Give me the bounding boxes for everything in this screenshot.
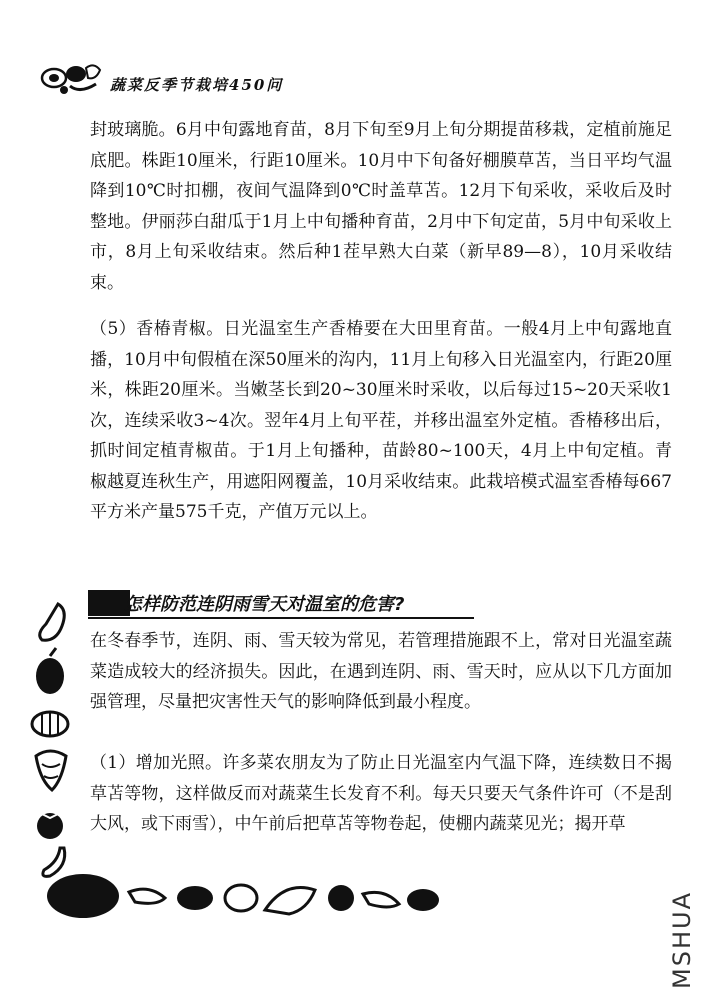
running-header-title: 蔬菜反季节栽培450问 — [110, 76, 284, 94]
eggplant-icon — [36, 648, 64, 694]
cabbage-icon — [36, 751, 66, 790]
side-vegetable-strip — [28, 600, 80, 880]
section-underline — [88, 617, 474, 619]
footer-blob-icon — [47, 874, 119, 918]
watermark: MSHUA — [668, 891, 696, 989]
eggplant-icon — [177, 886, 213, 910]
cabbage-icon — [265, 888, 315, 915]
pumpkin-icon — [32, 712, 68, 736]
footer-vegetable-strip — [45, 870, 445, 922]
cucumber-icon — [40, 604, 65, 640]
pumpkin-icon — [225, 885, 257, 911]
cucumber-icon — [129, 889, 165, 903]
paragraph: （5）香椿青椒。日光温室生产香椿要在大田里育苗。一般4月上中旬露地直播，10月中旬假植在深50厘米的沟内，11月上旬移入日光温室内，行距20厘米，株距20厘米。当嫩茎长到20~30厘米时采收，以后每过15~20天采收1次，连续采收3~4次。翌年4月上旬平茬，并移出温室外定植。香椿移出后，抓时间定植青椒苗。于1月上旬播种，苗龄80~100天，4月上中旬定植。青椒越夏连秋生产，用遮阳网覆盖，10月采收结束。此栽培模式温室香椿每667平方米产量575千克，产值万元以上。 — [90, 319, 672, 522]
paragraph: 封玻璃脆。6月中旬露地育苗，8月下旬至9月上旬分期提苗移栽，定植前施足底肥。株距10厘米，行距10厘米。10月中下旬备好棚膜草苫，当日平均气温降到10℃时扣棚，夜间气温降到0℃时盖草苫。12月下旬采收，采收后及时整地。伊丽莎白甜瓜于1月上中旬播种育苗，2月中下旬定苗，5月中旬采收上市，8月上旬采收结束。然后种1茬早熟大白菜（新早89—8），10月采收结束。 — [90, 120, 672, 293]
section-heading — [88, 588, 474, 618]
tomato-icon — [37, 813, 63, 839]
running-header — [40, 60, 340, 96]
paragraph: 在冬春季节，连阴、雨、雪天较为常见，若管理措施跟不上，常对日光温室蔬菜造成较大的经济损失。因此，在遇到连阴、雨、雪天时，应从以下几方面加强管理，尽量把灾害性天气的影响降低到最小程度。 — [90, 631, 672, 712]
section-title: 怎样防范连阴雨雪天对温室的危害? — [124, 594, 405, 615]
chili-icon — [363, 892, 399, 907]
paragraph: （1）增加光照。许多菜农朋友为了防止日光温室内气温下降，连续数日不揭草苫等物，这样做反而对蔬菜生长发育不利。每天只要天气条件许可（不是刮大风，或下雨雪），中午前后把草苫等物卷起，使棚内蔬菜见光；揭开草 — [90, 753, 672, 834]
vegetable-cluster-icon — [40, 60, 106, 96]
eggplant-icon — [407, 889, 439, 911]
tomato-icon — [328, 885, 354, 911]
